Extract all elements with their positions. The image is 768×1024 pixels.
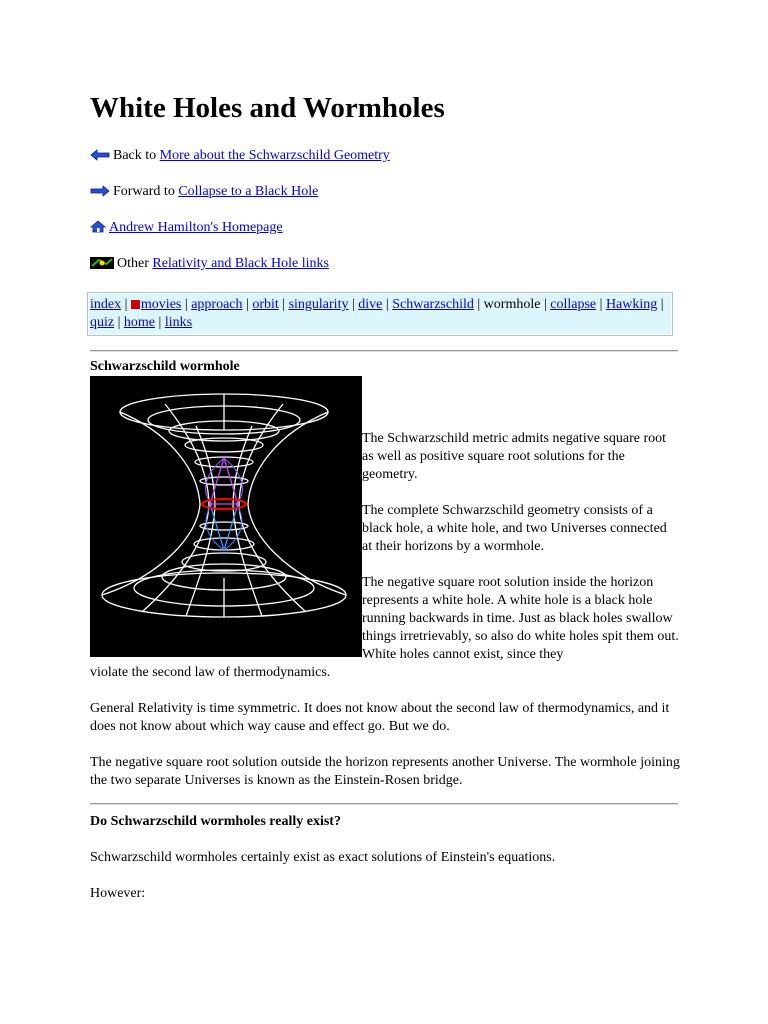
toc-link-quiz[interactable]: quiz <box>90 315 115 330</box>
section-heading-exist: Do Schwarzschild wormholes really exist? <box>90 814 341 829</box>
toc-link-links[interactable]: links <box>164 315 193 330</box>
divider <box>90 803 678 805</box>
forward-link[interactable]: Collapse to a Black Hole <box>178 184 319 199</box>
table-of-contents: index | movies | approach | orbit | singularity | dive | Schwarzschild | wormhole | collapse | Hawking | quiz | home | links <box>87 292 673 336</box>
back-arrow-icon[interactable] <box>90 149 110 161</box>
toc-link-index[interactable]: index <box>90 297 122 312</box>
toc-link-home[interactable]: home <box>123 315 156 330</box>
paragraph-white-hole-cont: violate the second law of thermodynamics. <box>90 665 331 680</box>
back-link[interactable]: More about the Schwarzschild Geometry <box>159 148 390 163</box>
forward-arrow-icon[interactable] <box>90 185 110 197</box>
paragraph-einstein-rosen: The negative square root solution outside the horizon represents another Universe. The wormhole joining the two separate Universes is known as the Einstein-Rosen bridge. <box>90 755 680 788</box>
paragraph-time-symmetric: General Relativity is time symmetric. It does not know about the second law of thermodynamics, and it does not know about which way cause and effect go. But we do. <box>90 701 670 734</box>
toc-link-orbit[interactable]: orbit <box>252 297 279 312</box>
paragraph-complete-geometry: The complete Schwarzschild geometry consists of a black hole, a white hole, and two Universes connected at their horizons by a wormhole. <box>362 503 667 554</box>
toc-link-dive[interactable]: dive <box>358 297 383 312</box>
toc-link-movies[interactable]: movies <box>140 297 182 312</box>
section-heading-wormhole: Schwarzschild wormhole <box>90 359 240 374</box>
toc-link-approach[interactable]: approach <box>191 297 243 312</box>
toc-link-hawking[interactable]: Hawking <box>605 297 658 312</box>
paragraph-however: However: <box>90 886 146 901</box>
movie-icon <box>131 300 140 309</box>
page-title: White Holes and Wormholes <box>90 92 445 124</box>
home-icon[interactable] <box>90 220 106 233</box>
wormhole-figure <box>90 376 362 657</box>
paragraph-exact-solutions: Schwarzschild wormholes certainly exist as exact solutions of Einstein's equations. <box>90 850 556 865</box>
wormhole-diagram <box>90 376 362 657</box>
toc-link-singularity[interactable]: singularity <box>288 297 349 312</box>
nav-other <box>90 255 329 273</box>
paragraph-metric: The Schwarzschild metric admits negative square root as well as positive square root solutions for the geometry. <box>362 431 667 482</box>
nav-forward-prefix: Forward to <box>113 184 175 199</box>
nav-home <box>90 219 283 237</box>
paragraph-white-hole: The negative square root solution inside the horizon represents a white hole. A white hole is a black hole running backwards in time. Just as black holes swallow things irretrievably, so also do white holes spit them out. White holes cannot exist, since they <box>362 575 679 662</box>
toc-current-wormhole: wormhole <box>483 297 541 312</box>
relativity-links-link[interactable]: Relativity and Black Hole links <box>152 256 329 271</box>
toc-link-schwarzschild[interactable]: Schwarzschild <box>392 297 474 312</box>
toc-link-collapse[interactable]: collapse <box>550 297 597 312</box>
nav-forward <box>90 183 318 201</box>
relativity-links-icon[interactable] <box>90 257 114 269</box>
divider <box>90 350 678 352</box>
nav-other-prefix: Other <box>117 256 149 271</box>
home-link[interactable]: Andrew Hamilton's Homepage <box>109 220 283 235</box>
nav-back <box>90 147 390 165</box>
nav-back-prefix: Back to <box>113 148 157 163</box>
